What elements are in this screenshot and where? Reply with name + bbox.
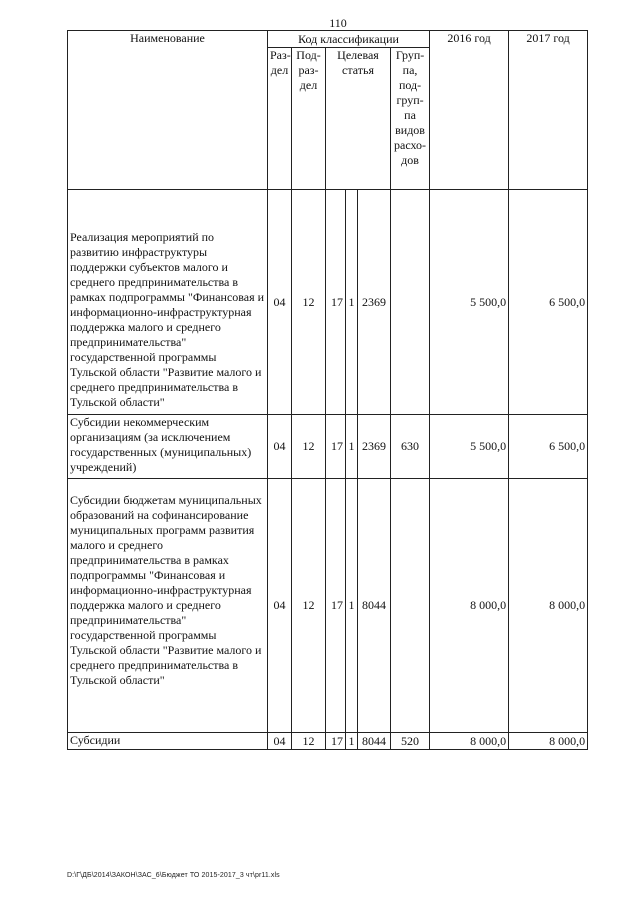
row-section: 04 <box>268 415 292 479</box>
budget-table <box>67 30 588 750</box>
header-target-article: Целевая статья <box>326 48 391 190</box>
row-2017: 6 500,0 <box>509 190 588 415</box>
row-target-1: 17 <box>326 733 346 750</box>
header-row-1 <box>68 31 588 48</box>
row-target-3: 2369 <box>358 415 391 479</box>
row-target-1: 17 <box>326 190 346 415</box>
row-target-3: 8044 <box>358 479 391 733</box>
row-subsection: 12 <box>292 190 326 415</box>
header-section: Раз- дел <box>268 48 292 190</box>
header-subsection: Под- раз- дел <box>292 48 326 190</box>
row-target-2: 1 <box>346 190 358 415</box>
row-subsection: 12 <box>292 733 326 750</box>
row-name: Субсидии бюджетам муниципальных образований на софинансирование муниципальных программ развития малого и среднего предпринимательства в рамках подпрограммы "Финансовая и информационно-инфраструктурная поддержка малого и среднего предпринимательства" государственной программы Тульской области "Развитие малого и среднего предпринимательства в Тульской области" <box>68 479 268 733</box>
row-section: 04 <box>268 733 292 750</box>
header-expense-group: Груп- па, под- груп- па видов расхо- дов <box>391 48 430 190</box>
row-group: 520 <box>391 733 430 750</box>
row-target-2: 1 <box>346 415 358 479</box>
row-name: Реализация мероприятий по развитию инфраструктуры поддержки субъектов малого и среднего предпринимательства в рамках подпрограммы "Финансовая и информационно-инфраструктурная поддержка малого и среднего предпринимательства" государственной программы Тульской области "Развитие малого и среднего предпринимательства в Тульской области" <box>68 190 268 415</box>
row-section: 04 <box>268 190 292 415</box>
file-path-footer: D:\Г\ДБ\2014\ЗАКОН\ЗАС_6\Бюджет ТО 2015-2017_3 чт\pr11.xls <box>67 872 280 879</box>
table-row <box>68 733 588 750</box>
row-target-1: 17 <box>326 479 346 733</box>
row-2016: 8 000,0 <box>430 733 509 750</box>
table-row <box>68 415 588 479</box>
row-2017: 8 000,0 <box>509 479 588 733</box>
table-row <box>68 190 588 415</box>
row-target-2: 1 <box>346 479 358 733</box>
header-year-2017: 2017 год <box>509 31 588 190</box>
row-target-2: 1 <box>346 733 358 750</box>
row-name: Субсидии некоммерческим организациям (за исключением государственных (муниципальных) учреждений) <box>68 415 268 479</box>
row-target-1: 17 <box>326 415 346 479</box>
table-row <box>68 479 588 733</box>
row-2017: 8 000,0 <box>509 733 588 750</box>
header-code-group: Код классификации <box>268 31 430 48</box>
row-2017: 6 500,0 <box>509 415 588 479</box>
row-2016: 5 500,0 <box>430 190 509 415</box>
row-target-3: 8044 <box>358 733 391 750</box>
row-group <box>391 190 430 415</box>
row-2016: 5 500,0 <box>430 415 509 479</box>
page-number: 110 <box>329 16 347 30</box>
row-section: 04 <box>268 479 292 733</box>
row-subsection: 12 <box>292 415 326 479</box>
header-name: Наименование <box>68 31 268 190</box>
row-name: Субсидии <box>68 733 268 750</box>
header-year-2016: 2016 год <box>430 31 509 190</box>
row-2016: 8 000,0 <box>430 479 509 733</box>
row-group: 630 <box>391 415 430 479</box>
row-group <box>391 479 430 733</box>
row-target-3: 2369 <box>358 190 391 415</box>
row-subsection: 12 <box>292 479 326 733</box>
